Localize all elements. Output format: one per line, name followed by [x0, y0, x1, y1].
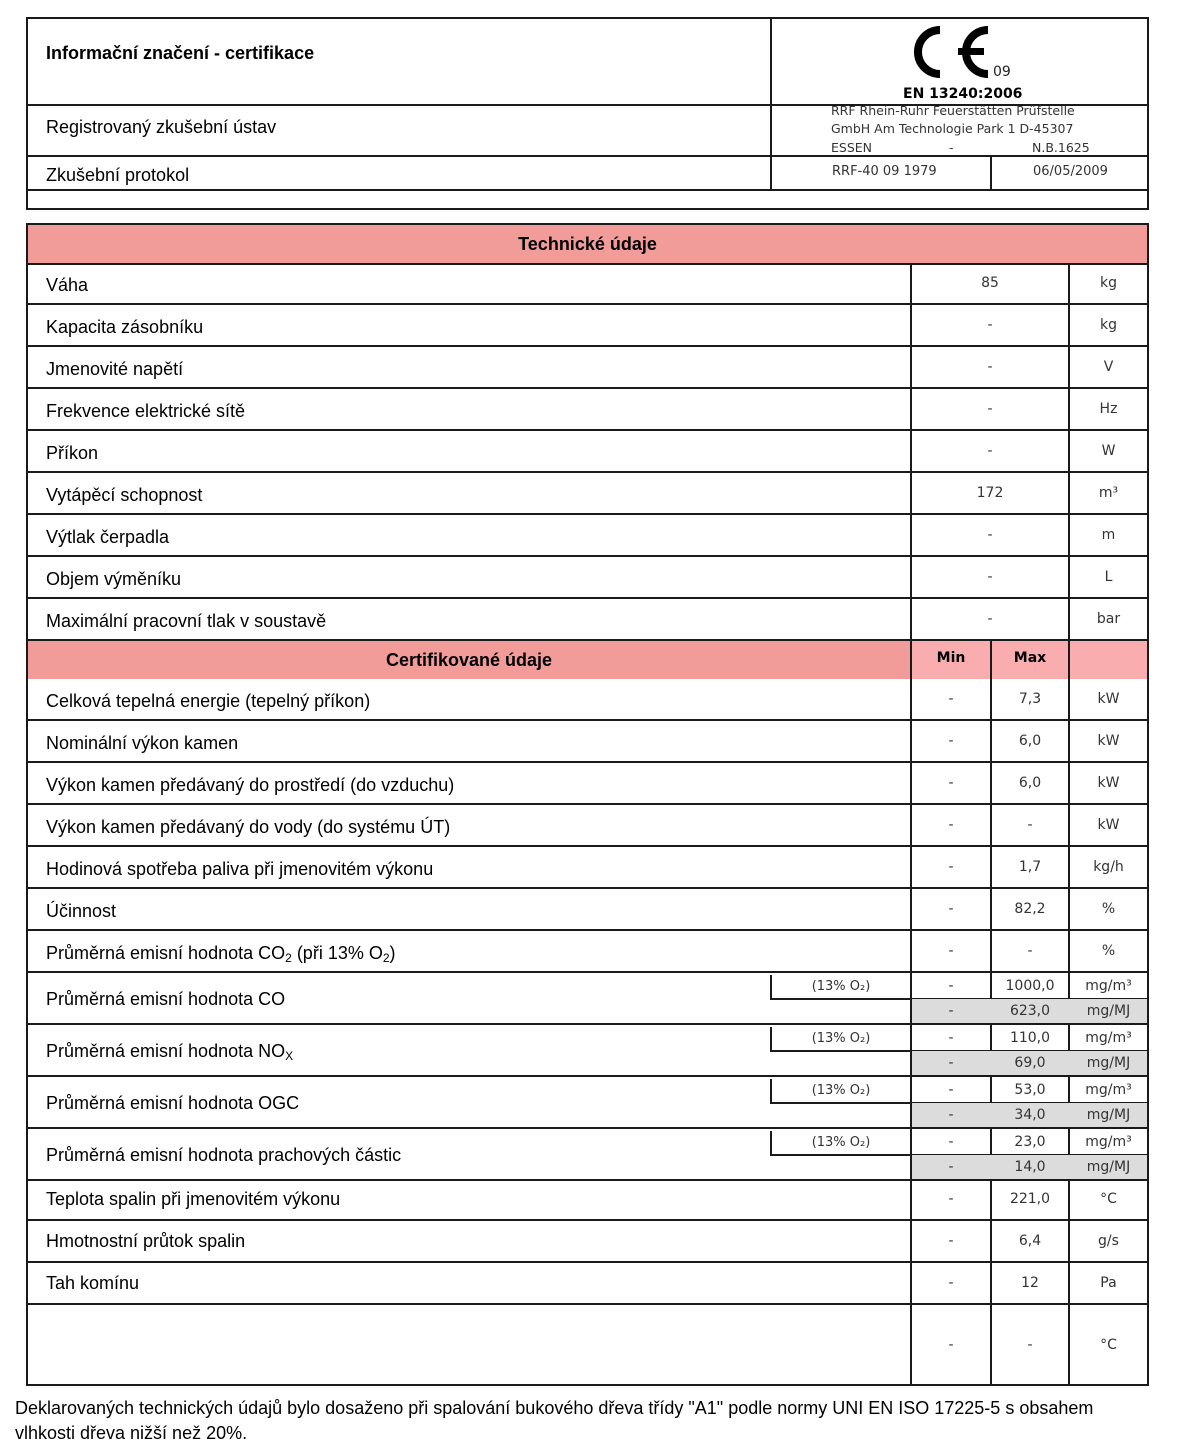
divider	[26, 1179, 1149, 1181]
min-value: -	[948, 1082, 954, 1098]
min-value: -	[948, 1275, 954, 1291]
row-label: Objem výměníku	[46, 569, 182, 589]
unit: mg/MJ	[1086, 1003, 1131, 1019]
max-value: 623,0	[1009, 1003, 1051, 1019]
divider	[26, 1219, 1149, 1221]
row-label: Váha	[46, 275, 89, 295]
row-label: Nominální výkon kamen	[46, 733, 239, 753]
unit: Pa	[1100, 1275, 1117, 1291]
row-label: Jmenovité napětí	[46, 359, 184, 379]
row-label: Hmotnostní průtok spalin	[46, 1231, 246, 1251]
row-label: Výtlak čerpadla	[46, 527, 170, 547]
row-label	[46, 943, 396, 965]
row-label	[46, 1041, 293, 1063]
row-unit: bar	[1096, 611, 1121, 627]
unit: g/s	[1098, 1233, 1119, 1249]
divider	[26, 1303, 1149, 1305]
divider	[26, 845, 1149, 847]
divider	[26, 971, 1149, 973]
label-subscript: 2	[382, 951, 390, 965]
min-value: -	[948, 1003, 954, 1019]
unit: kW	[1097, 775, 1120, 791]
divider	[26, 1261, 1149, 1263]
max-value: 34,0	[1014, 1107, 1046, 1123]
divider	[910, 1102, 1149, 1103]
row-value: -	[987, 443, 993, 459]
unit: %	[1101, 943, 1116, 959]
divider	[910, 1154, 1149, 1155]
min-value: -	[948, 1191, 954, 1207]
label-text: Průměrná emisní hodnota NO	[46, 1041, 286, 1061]
divider	[26, 155, 1149, 157]
lab-address-line1: RRF Rhein-Ruhr Feuerstätten Prüfstelle	[831, 103, 1075, 118]
footnote-line1: Deklarovaných technických údajů bylo dosaženo při spalování bukového dřeva třídy "A1" podle normy UNI EN ISO 17225-5 s obsahem	[15, 1398, 1094, 1418]
max-value: -	[1027, 1337, 1033, 1353]
unit: °C	[1100, 1337, 1117, 1353]
divider	[26, 803, 1149, 805]
row-value: -	[987, 401, 993, 417]
row-label: Maximální pracovní tlak v soustavě	[46, 611, 327, 631]
min-value: -	[948, 1337, 954, 1353]
label-subscript: 2	[285, 951, 292, 965]
divider	[26, 887, 1149, 889]
divider	[26, 929, 1149, 931]
unit: °C	[1100, 1191, 1117, 1207]
certified-header-unit	[1070, 641, 1147, 679]
row-unit: kg	[1100, 317, 1117, 333]
cert-title: Informační značení - certifikace	[46, 43, 315, 63]
min-value: -	[948, 1055, 954, 1071]
min-value: -	[948, 901, 954, 917]
row-label: Příkon	[46, 443, 99, 463]
row-label: Účinnost	[46, 901, 117, 921]
max-value: 82,2	[1014, 901, 1046, 917]
min-value: -	[948, 978, 954, 994]
row-unit: kg	[1100, 275, 1117, 291]
row-label: Tah komínu	[46, 1273, 140, 1293]
row-value: -	[987, 527, 993, 543]
divider	[26, 189, 1149, 191]
min-value: -	[948, 1030, 954, 1046]
lab-address-city: ESSEN	[831, 140, 873, 155]
max-column-header: Max	[1013, 650, 1047, 666]
row-value: -	[987, 317, 993, 333]
footnote-line2: vlhkosti dřeva nižší než 20%.	[15, 1423, 248, 1443]
min-column-header: Min	[936, 650, 966, 666]
row-value: -	[987, 569, 993, 585]
protocol-date: 06/05/2009	[1033, 164, 1108, 179]
max-value: 7,3	[1018, 691, 1042, 707]
divider	[990, 155, 992, 190]
unit: kW	[1097, 733, 1120, 749]
unit: mg/m³	[1085, 1030, 1132, 1046]
row-label	[46, 1093, 299, 1115]
row-label: Výkon kamen předávaný do vody (do systému ÚT)	[46, 817, 451, 837]
unit: mg/m³	[1085, 1082, 1132, 1098]
max-value: 53,0	[1014, 1082, 1046, 1098]
unit: mg/MJ	[1086, 1159, 1131, 1175]
unit: mg/MJ	[1086, 1055, 1131, 1071]
row-unit: V	[1103, 359, 1114, 375]
row-label: Frekvence elektrické sítě	[46, 401, 246, 421]
max-value: 12	[1021, 1275, 1039, 1291]
o2-reference: (13% O₂)	[811, 1135, 871, 1150]
min-value: -	[948, 733, 954, 749]
max-value: 23,0	[1014, 1134, 1046, 1150]
max-value: -	[1027, 943, 1033, 959]
unit: %	[1101, 901, 1116, 917]
lab-label: Registrovaný zkušební ústav	[46, 117, 277, 137]
row-label: Celková tepelná energie (tepelný příkon)	[46, 691, 371, 711]
unit: kg/h	[1093, 859, 1124, 875]
protocol-number: RRF-40 09 1979	[832, 164, 937, 179]
divider	[26, 719, 1149, 721]
row-unit: L	[1104, 569, 1113, 585]
technical-header-label: Technické údaje	[518, 234, 657, 254]
max-value: 69,0	[1014, 1055, 1046, 1071]
label-text: Průměrná emisní hodnota CO	[46, 989, 286, 1009]
row-label: Výkon kamen předávaný do prostředí (do vzduchu)	[46, 775, 455, 795]
divider	[910, 998, 1149, 999]
label-text: )	[389, 943, 396, 963]
unit: mg/m³	[1085, 978, 1132, 994]
max-value: 6,0	[1018, 775, 1042, 791]
label-subscript: X	[285, 1049, 294, 1063]
row-label: Vytápěcí schopnost	[46, 485, 203, 505]
standard-label: EN 13240:2006	[903, 86, 1023, 102]
row-unit: W	[1101, 443, 1116, 459]
o2-reference: (13% O₂)	[811, 1083, 871, 1098]
min-value: -	[948, 1107, 954, 1123]
label-text: Průměrná emisní hodnota prachových částic	[46, 1145, 402, 1165]
row-label	[46, 989, 285, 1011]
row-value: 172	[976, 485, 1004, 501]
lab-address-line2: GmbH Am Technologie Park 1 D-45307	[831, 121, 1074, 136]
row-label: Teplota spalin při jmenovitém výkonu	[46, 1189, 341, 1209]
notified-body-number: N.B.1625	[1032, 140, 1090, 155]
certified-header-label: Certifikované údaje	[385, 650, 553, 670]
min-value: -	[948, 775, 954, 791]
divider	[910, 1050, 1149, 1051]
lab-address-dash: -	[949, 140, 954, 155]
label-text: (při 13% O	[291, 943, 383, 963]
min-value: -	[948, 1134, 954, 1150]
max-value: 14,0	[1014, 1159, 1046, 1175]
row-unit: m	[1101, 527, 1116, 543]
row-label	[46, 1145, 401, 1167]
divider	[26, 1075, 1149, 1077]
max-value: -	[1027, 817, 1033, 833]
min-value: -	[948, 943, 954, 959]
max-value: 110,0	[1009, 1030, 1051, 1046]
max-value: 6,4	[1018, 1233, 1042, 1249]
min-value: -	[948, 859, 954, 875]
min-value: -	[948, 1233, 954, 1249]
unit: kW	[1097, 817, 1120, 833]
unit: kW	[1097, 691, 1120, 707]
min-value: -	[948, 691, 954, 707]
max-value: 1000,0	[1005, 978, 1055, 994]
row-value: -	[987, 359, 993, 375]
row-label: Kapacita zásobníku	[46, 317, 204, 337]
label-text: Průměrná emisní hodnota OGC	[46, 1093, 300, 1113]
row-value: 85	[981, 275, 999, 291]
max-value: 221,0	[1009, 1191, 1051, 1207]
unit: mg/MJ	[1086, 1107, 1131, 1123]
o2-reference: (13% O₂)	[811, 1031, 871, 1046]
divider	[26, 1023, 1149, 1025]
row-value: -	[987, 611, 993, 627]
protocol-label: Zkušební protokol	[46, 165, 190, 185]
row-label: Hodinová spotřeba paliva při jmenovitém výkonu	[46, 859, 434, 879]
row-unit: Hz	[1099, 401, 1118, 417]
divider	[26, 761, 1149, 763]
divider	[26, 1127, 1149, 1129]
row-unit: m³	[1098, 485, 1119, 501]
min-value: -	[948, 817, 954, 833]
max-value: 6,0	[1018, 733, 1042, 749]
label-text: Průměrná emisní hodnota CO	[46, 943, 286, 963]
min-value: -	[948, 1159, 954, 1175]
max-value: 1,7	[1018, 859, 1042, 875]
o2-reference: (13% O₂)	[811, 979, 871, 994]
ce-number: 09	[993, 64, 1011, 80]
unit: mg/m³	[1085, 1134, 1132, 1150]
